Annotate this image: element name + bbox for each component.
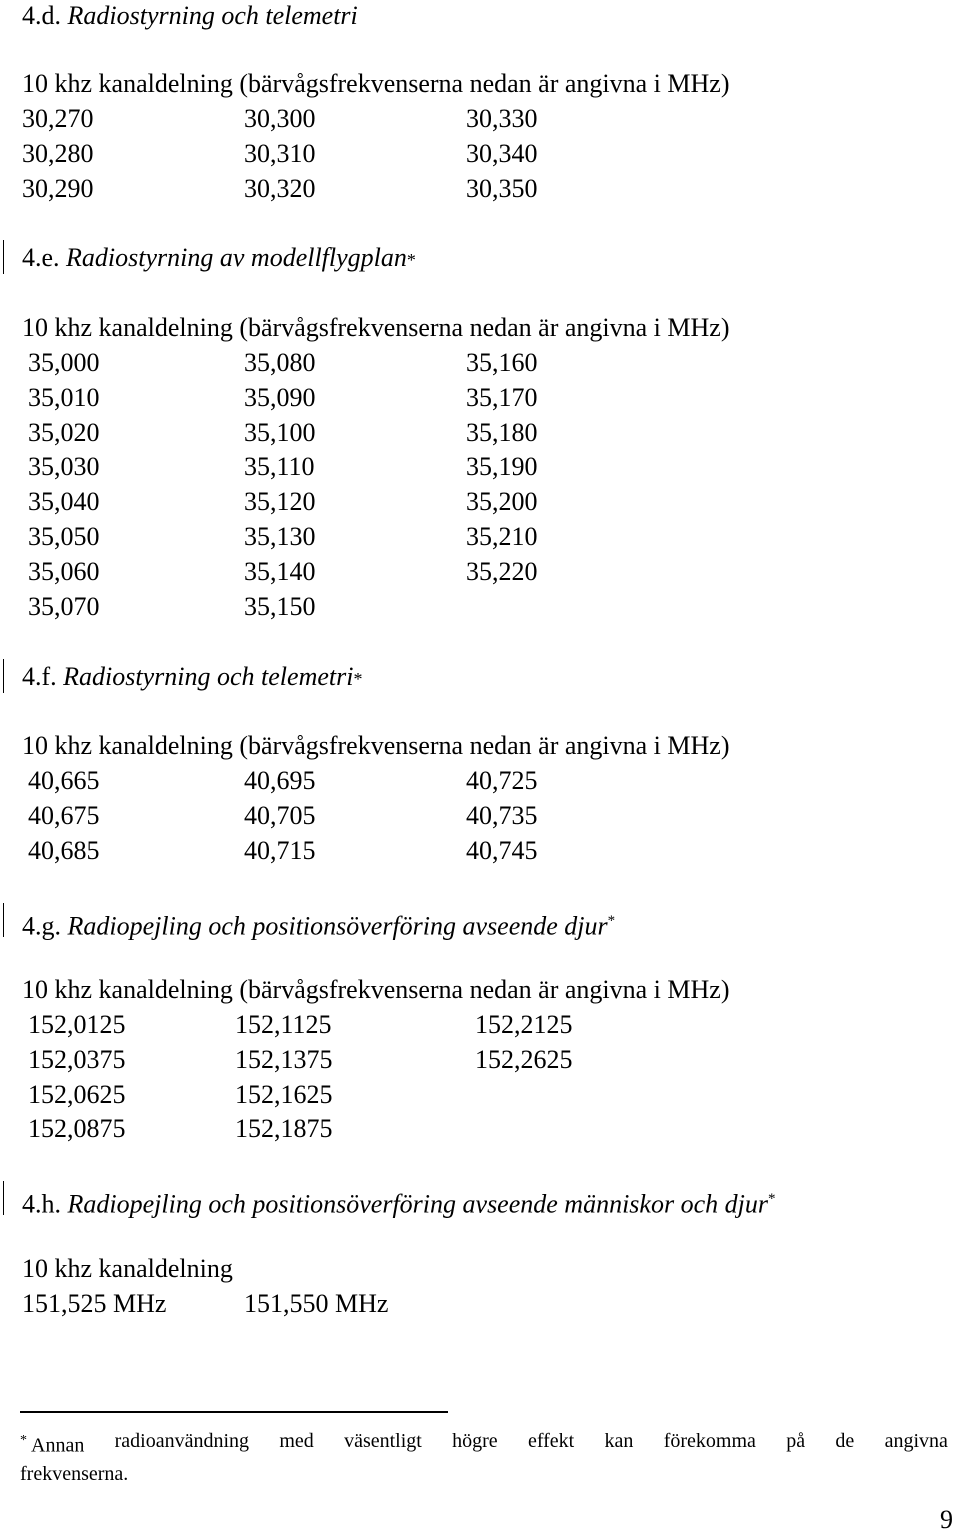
section-h-title: Radiopejling och positionsöverföring avseende människor och djur	[67, 1189, 768, 1219]
footnote-word: de	[835, 1430, 855, 1452]
frequency-value: 30,340	[466, 138, 538, 168]
section-f-intro: 10 khz kanaldelning (bärvågsfrekvenserna nedan är angivna i MHz)	[22, 731, 730, 760]
frequency-value: 30,320	[244, 173, 316, 203]
frequency-value: 30,310	[244, 138, 316, 168]
footnote-word: angivna	[884, 1430, 948, 1452]
frequency-value: 152,0125	[28, 1010, 126, 1039]
frequency-value: 35,150	[244, 591, 316, 621]
frequency-value: 35,120	[244, 487, 316, 517]
footnote-word: radioanvändning	[114, 1430, 250, 1452]
footnote-marker: *	[607, 913, 616, 929]
frequency-value: 35,110	[244, 452, 315, 482]
footnote-marker: *	[767, 1191, 776, 1207]
section-f-number: 4.f.	[22, 662, 57, 691]
footnote-line	[20, 1429, 948, 1458]
section-g-heading	[22, 905, 615, 943]
frequency-value: 40,725	[466, 766, 538, 795]
frequency-value: 30,330	[466, 104, 538, 133]
frequency-value: 35,220	[466, 556, 538, 586]
section-h-intro: 10 khz kanaldelning	[22, 1254, 233, 1283]
frequency-value: 35,000	[28, 348, 100, 377]
frequency-value: 152,0375	[28, 1044, 126, 1074]
footnote-word: väsentligt	[344, 1430, 422, 1452]
frequency-value: 35,170	[466, 382, 538, 412]
frequency-value: 152,0875	[28, 1114, 126, 1144]
footnote-continuation: frekvenserna.	[20, 1463, 129, 1485]
frequency-value: 35,200	[466, 487, 538, 517]
frequency-value: 40,745	[466, 835, 538, 865]
section-e-intro: 10 khz kanaldelning (bärvågsfrekvenserna nedan är angivna i MHz)	[22, 313, 730, 342]
frequency-value: 152,2625	[475, 1044, 573, 1074]
section-g-title: Radiopejling och positionsöverföring avseende djur	[67, 911, 608, 941]
frequency-value: 152,1625	[235, 1079, 333, 1109]
frequency-value: 152,0625	[28, 1079, 126, 1109]
frequency-value: 35,030	[28, 452, 100, 482]
section-f-title: Radiostyrning och telemetri	[63, 662, 354, 691]
frequency-value: 35,050	[28, 522, 100, 551]
frequency-value: 35,020	[28, 417, 100, 447]
frequency-value: 35,140	[244, 556, 316, 586]
frequency-value: 30,300	[244, 104, 316, 133]
page-number: 9	[940, 1505, 953, 1534]
footnote-marker: *	[353, 669, 363, 689]
frequency-value: 35,070	[28, 591, 100, 621]
footnote-separator	[20, 1411, 448, 1413]
frequency-value: 35,080	[244, 348, 316, 377]
section-d-number: 4.d.	[22, 1, 61, 30]
section-g-intro: 10 khz kanaldelning (bärvågsfrekvenserna nedan är angivna i MHz)	[22, 975, 730, 1004]
frequency-value: 30,290	[22, 173, 94, 203]
change-bar	[3, 240, 4, 274]
section-e-heading	[22, 242, 416, 276]
frequency-value: 30,280	[22, 138, 94, 168]
frequency-value: 151,525 MHz	[22, 1289, 167, 1318]
section-h-number: 4.h.	[22, 1189, 61, 1219]
section-d-title: Radiostyrning och telemetri	[67, 1, 358, 30]
frequency-value: 40,715	[244, 835, 316, 865]
frequency-value: 152,2125	[475, 1010, 573, 1039]
frequency-value: 35,210	[466, 522, 538, 551]
frequency-value: 40,685	[28, 835, 100, 865]
frequency-value: 35,100	[244, 417, 316, 447]
frequency-value: 40,705	[244, 800, 316, 830]
footnote-word: på	[786, 1430, 806, 1452]
change-bar	[3, 903, 4, 937]
frequency-value: 40,675	[28, 800, 100, 830]
footnote-marker: *	[406, 250, 416, 270]
frequency-value: 151,550 MHz	[244, 1289, 389, 1318]
frequency-value: 152,1375	[235, 1044, 333, 1074]
section-g-number: 4.g.	[22, 911, 61, 941]
frequency-value: 40,665	[28, 766, 100, 795]
section-e-title: Radiostyrning av modellflygplan	[66, 243, 407, 272]
frequency-value: 40,735	[466, 800, 538, 830]
change-bar	[3, 659, 4, 693]
section-e-number: 4.e.	[22, 243, 60, 272]
frequency-value: 35,090	[244, 382, 316, 412]
frequency-value: 30,270	[22, 104, 94, 133]
footnote-word: * Annan	[20, 1433, 85, 1457]
section-f-heading	[22, 661, 362, 695]
frequency-value: 35,040	[28, 487, 100, 517]
section-d-heading	[22, 0, 358, 32]
frequency-value: 35,160	[466, 348, 538, 377]
frequency-value: 35,180	[466, 417, 538, 447]
footnote-word: effekt	[527, 1430, 575, 1452]
frequency-value: 30,350	[466, 173, 538, 203]
frequency-value: 152,1875	[235, 1114, 333, 1144]
section-h-heading	[22, 1183, 775, 1221]
frequency-value: 35,130	[244, 522, 316, 551]
footnote-word: högre	[452, 1430, 498, 1452]
footnote-word: kan	[604, 1430, 634, 1452]
frequency-value: 152,1125	[235, 1010, 332, 1039]
frequency-value: 35,060	[28, 556, 100, 586]
frequency-value: 35,190	[466, 452, 538, 482]
footnote-star: *	[20, 1433, 27, 1448]
change-bar	[3, 1181, 4, 1215]
section-d-intro: 10 khz kanaldelning (bärvågsfrekvenserna nedan är angivna i MHz)	[22, 69, 730, 98]
footnote-word: förekomma	[663, 1430, 756, 1452]
frequency-value: 40,695	[244, 766, 316, 795]
footnote-word: med	[279, 1430, 314, 1452]
frequency-value: 35,010	[28, 382, 100, 412]
